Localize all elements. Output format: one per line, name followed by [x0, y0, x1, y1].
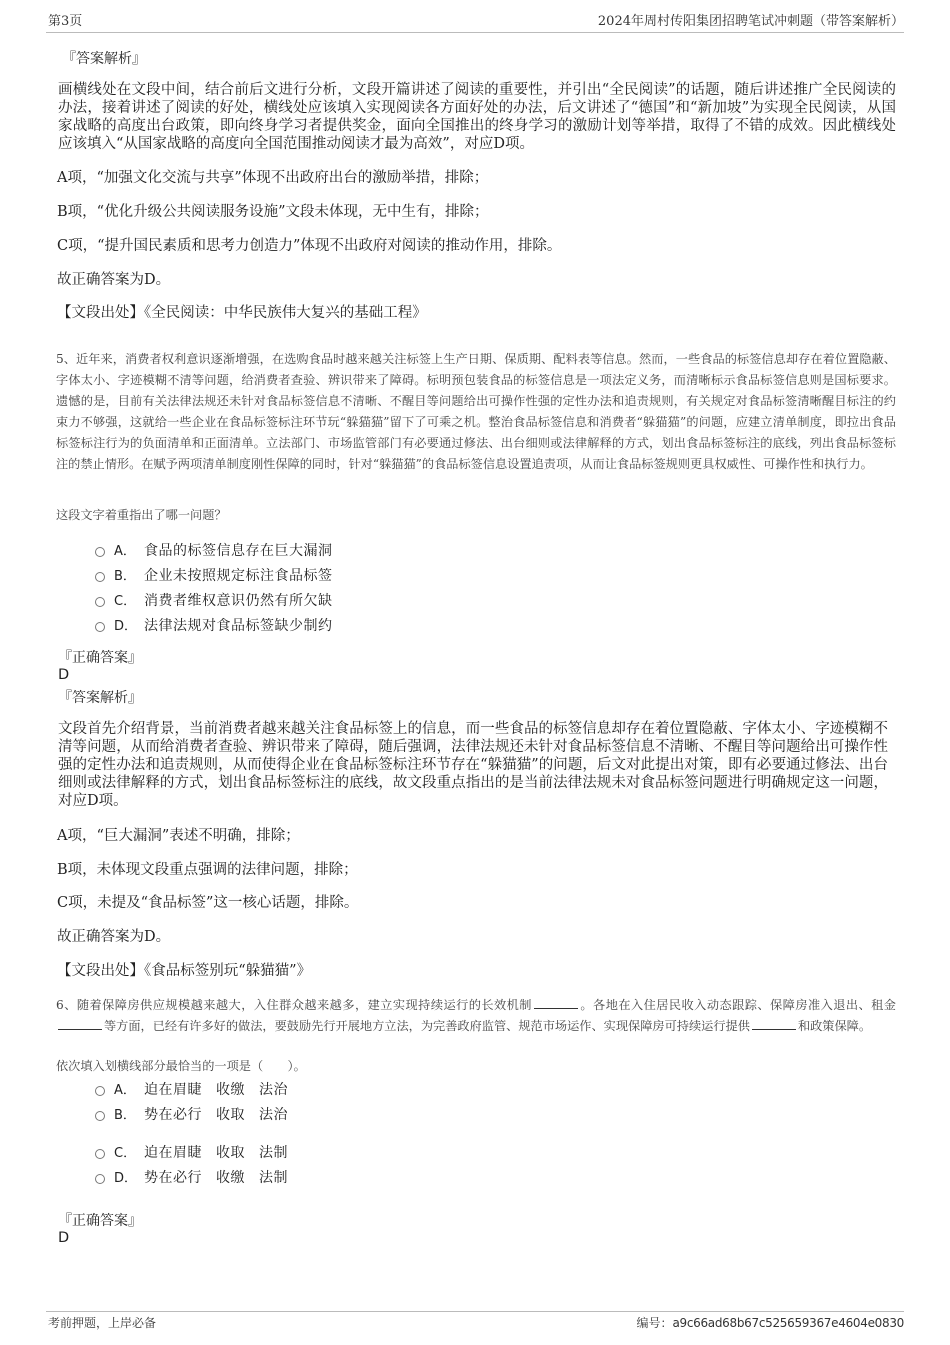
q5-option-b[interactable]: B． 企业未按照规定标注食品标签 — [95, 562, 333, 587]
page-header — [48, 10, 904, 30]
document-code: 编号：a9c66ad68b67c525659367e4604e0830 — [636, 1316, 904, 1330]
q5-option-c[interactable]: C． 消费者维权意识仍然有所欠缺 — [95, 587, 333, 612]
q4-source: 【文段出处】《全民阅读：中华民族伟大复兴的基础工程》 — [57, 305, 427, 321]
q5-question: 这段文字着重指出了哪一问题？ — [56, 508, 227, 522]
q6-stem: 6、随着保障房供应规模越来越大，入住群众越来越多，建立实现持续运行的长效机制 。各地在入住居民收入动态跟踪、保障房准入退出、租金等方面，已经有许多好的做法，要鼓励先行开展地方立法，为完善政府监管、规范市场运作、实现保障房可持续运行提供 和政策保障。 — [56, 998, 896, 1033]
document-title: 2024年周村传阳集团招聘笔试冲刺题（带答案解析） — [597, 14, 904, 29]
radio-icon[interactable] — [95, 572, 105, 582]
q5-answer-label: 『正确答案』 — [58, 650, 142, 666]
q4-item-b: B项，“优化升级公共阅读服务设施”文段未体现，无中生有，排除； — [57, 204, 489, 220]
q6-option-a[interactable]: A． 迫在眉睫 收缴 法治 — [95, 1076, 302, 1101]
q5-conclusion: 故正确答案为D。 — [57, 929, 171, 945]
q5-analysis-label: 『答案解析』 — [58, 690, 142, 706]
q5-item-c: C项，未提及“食品标签”这一核心话题，排除。 — [57, 895, 359, 911]
q5-options — [95, 537, 333, 637]
footer-slogan: 考前押题，上岸必备 — [48, 1316, 157, 1330]
q5-item-a: A项，“巨大漏洞”表述不明确，排除； — [57, 828, 300, 844]
q6-question: 依次填入划横线部分最恰当的一项是（ ）。 — [56, 1059, 306, 1073]
q4-analysis-label: 『答案解析』 — [62, 51, 146, 67]
fill-blank-2 — [58, 1017, 102, 1030]
q4-analysis-text: 画横线处在文段中间，结合前后文进行分析，文段开篇讲述了阅读的重要性，并引出“全民阅读”的话题，随后讲述推广全民阅读的办法，接着讲述了阅读的好处，横线处应该填入实现阅读各方面好处的办法，后文讲述了“德国”和“新加坡”为实现全民阅读，从国家战略的高度出台政策，即向终身学习者提供奖金，面向全国推出的终身学习的激励计划等举措，取得了不错的成效。因此横线处应该填入“从国家战略的高度向全国范围推动阅读才最为高效”，对应D项。 — [58, 82, 896, 152]
q5-option-d[interactable]: D． 法律法规对食品标签缺少制约 — [95, 612, 333, 637]
page-number: 第3页 — [48, 14, 83, 29]
radio-icon[interactable] — [95, 1086, 105, 1096]
radio-icon[interactable] — [95, 1174, 105, 1184]
radio-icon[interactable] — [95, 1149, 105, 1159]
q6-option-c[interactable]: C． 迫在眉睫 收取 法制 — [95, 1139, 302, 1164]
fill-blank-1 — [534, 996, 578, 1009]
q6-options-group-1 — [95, 1076, 302, 1126]
q5-option-a[interactable]: A． 食品的标签信息存在巨大漏洞 — [95, 537, 333, 562]
q6-option-d[interactable]: D． 势在必行 收缴 法制 — [95, 1164, 302, 1189]
q4-item-c: C项，“提升国民素质和思考力创造力”体现不出政府对阅读的推动作用，排除。 — [57, 238, 562, 254]
page-footer — [48, 1314, 904, 1334]
radio-icon[interactable] — [95, 1111, 105, 1121]
radio-icon[interactable] — [95, 622, 105, 632]
q4-item-a: A项，“加强文化交流与共享”体现不出政府出台的激励举措，排除； — [57, 170, 489, 186]
q5-source: 【文段出处】《食品标签别玩“躲猫猫”》 — [57, 963, 312, 979]
q6-options-group-2 — [95, 1139, 302, 1189]
radio-icon[interactable] — [95, 597, 105, 607]
q6-answer-label: 『正确答案』 — [58, 1213, 142, 1229]
q5-analysis-text: 文段首先介绍背景，当前消费者越来越关注食品标签上的信息，而一些食品的标签信息却存在着位置隐蔽、字体太小、字迹模糊不清等问题，从而给消费者查验、辨识带来了障碍，随后强调，法律法规还未针对食品标签信息不清晰、不醒目等问题给出可操作性强的定性办法和追责规则，从而使得企业在食品标签标注环节存在“躲猫猫”的问题，后文对此提出对策，即有必要通过修法、出台细则或法律解释的方式，划出食品标签标注的底线，故文段重点指出的是当前法律法规未对食品标签问题进行明确规定这一问题，对应D项。 — [58, 721, 888, 809]
footer-divider — [46, 1311, 904, 1312]
q6-option-b[interactable]: B． 势在必行 收取 法治 — [95, 1101, 302, 1126]
q4-conclusion: 故正确答案为D。 — [57, 272, 171, 288]
q5-answer: D — [58, 667, 70, 683]
fill-blank-3 — [752, 1017, 796, 1030]
header-divider — [46, 32, 904, 33]
q5-item-b: B项，未体现文段重点强调的法律问题，排除； — [57, 862, 358, 878]
radio-icon[interactable] — [95, 547, 105, 557]
q6-answer: D — [58, 1230, 70, 1246]
q5-stem: 5、近年来，消费者权利意识逐渐增强，在选购食品时越来越关注标签上生产日期、保质期、配料表等信息。然而，一些食品的标签信息却存在着位置隐蔽、字体太小、字迹模糊不清等问题，给消费者查验、辨识带来了障碍。标明预包装食品的标签信息是一项法定义务，而清晰标示食品标签信息则是国标要求。遗憾的是，目前有关法律法规还未针对食品标签信息不清晰、不醒目等问题给出可操作性强的定性办法和追责规则，有关规定对食品标签清晰醒目标注的约束力不够强，这就给一些企业在食品标签标注环节玩“躲猫猫”留下了可乘之机。整治食品标签信息和消费者“躲猫猫”的问题，应建立清单制度，即拉出食品标签标注行为的负面清单和正面清单。立法部门、市场监管部门有必要通过修法、出台细则或法律解释的方式，划出食品标签标注的底线，列出食品标签标注的禁止情形。在赋予两项清单制度刚性保障的同时，针对“躲猫猫”的食品标签信息设置追责项，从而让食品标签规则更具权威性、可操作性和执行力。 — [56, 352, 896, 471]
